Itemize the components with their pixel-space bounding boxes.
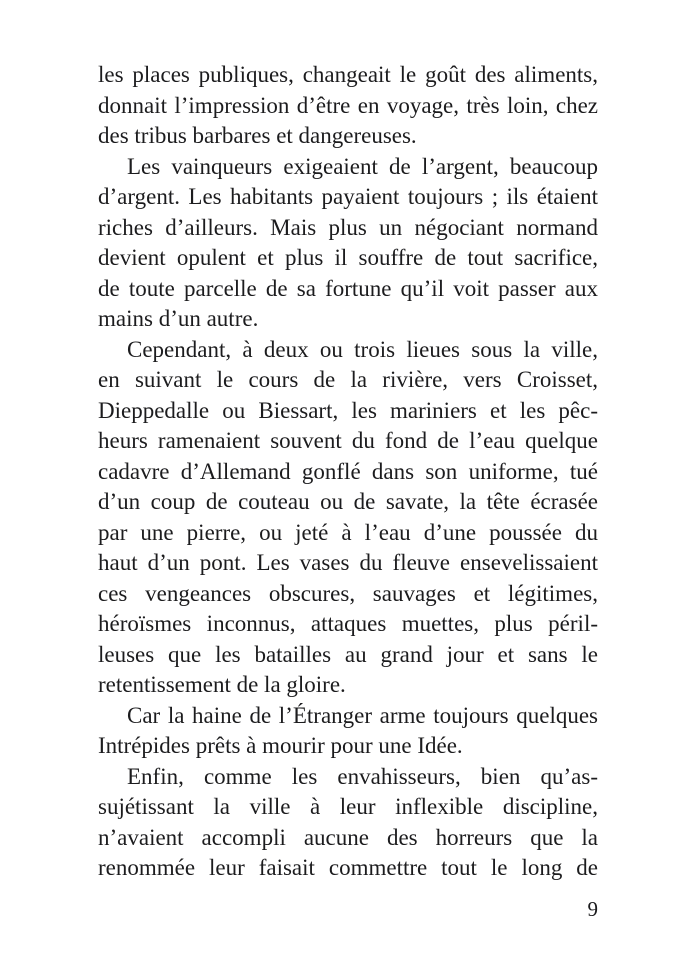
- text-line: d’un coup de couteau ou de savate, la tête écrasée: [98, 489, 598, 514]
- text-line: riches d’ailleurs. Mais plus un négociant normand: [98, 214, 598, 240]
- text-line: Les vainqueurs exigeaient de l’argent, beaucoup: [127, 153, 598, 179]
- text-line: cadavre d’Allemand gonflé dans son uniforme, tué: [98, 458, 598, 484]
- text-line: en suivant le cours de la rivière, vers Croisset,: [98, 367, 598, 392]
- text-line: héroïsmes inconnus, attaques muettes, plus péril-: [98, 611, 598, 636]
- page-text-block: [98, 60, 598, 884]
- text-line: des tribus barbares et dangereuses.: [98, 123, 417, 148]
- text-line: haut d’un pont. Les vases du fleuve ensevelissaient: [98, 550, 598, 575]
- text-line: n’avaient accompli aucune des horreurs que la: [98, 824, 598, 850]
- text-line: renommée leur faisait commettre tout le long de: [98, 855, 598, 880]
- text-line: ces vengeances obscures, sauvages et légitimes,: [98, 580, 598, 606]
- text-line: Enfin, comme les envahisseurs, bien qu’as-: [127, 763, 598, 789]
- text-line: retentissement de la gloire.: [98, 672, 346, 697]
- text-line: devient opulent et plus il souffre de tout sacrifice,: [98, 245, 598, 270]
- text-line: heurs ramenaient souvent du fond de l’eau quelque: [98, 428, 598, 453]
- text-line: les places publiques, changeait le goût des aliments,: [98, 62, 598, 87]
- text-line: leuses que les batailles au grand jour et sans le: [98, 641, 598, 667]
- text-line: Intrépides prêts à mourir pour une Idée.: [98, 733, 463, 758]
- text-line: Dieppedalle ou Biessart, les mariniers et les pêc-: [98, 397, 598, 423]
- text-line: Car la haine de l’Étranger arme toujours quelques: [127, 702, 598, 728]
- text-line: Cependant, à deux ou trois lieues sous la ville,: [127, 336, 598, 362]
- text-line: sujétissant la ville à leur inflexible discipline,: [98, 794, 598, 819]
- text-line: d’argent. Les habitants payaient toujours ; ils étaient: [98, 184, 598, 209]
- text-line: par une pierre, ou jeté à l’eau d’une poussée du: [98, 519, 598, 545]
- text-line: de toute parcelle de sa fortune qu’il voit passer aux: [98, 275, 598, 301]
- page-number: 9: [587, 897, 598, 921]
- text-line: donnait l’impression d’être en voyage, très loin, chez: [98, 92, 598, 118]
- text-line: mains d’un autre.: [98, 306, 259, 331]
